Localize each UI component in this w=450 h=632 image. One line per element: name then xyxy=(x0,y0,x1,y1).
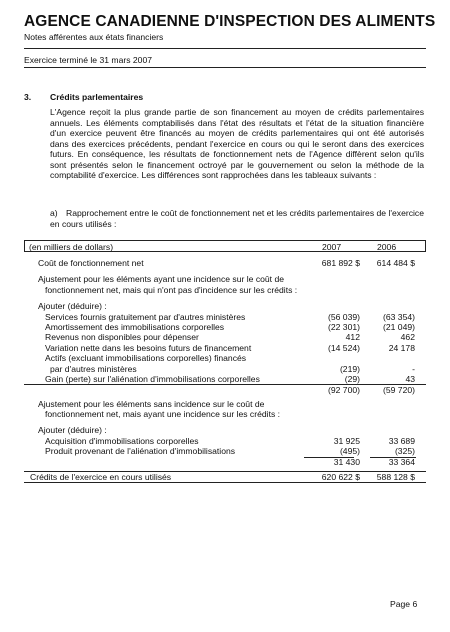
table-row-adjustment1-heading xyxy=(24,274,426,284)
row-label: fonctionnement net, mais ayant une incidence sur les crédits : xyxy=(45,409,281,420)
table-row-assets-heading xyxy=(24,353,426,363)
page-title: AGENCE CANADIENNE D'INSPECTION DES ALIMENTS xyxy=(24,13,436,30)
table-row xyxy=(24,343,426,353)
subsection-letter: a) xyxy=(50,208,58,218)
row-value-2006: (59 720) xyxy=(382,385,415,396)
table-row xyxy=(24,374,426,384)
row-value-2007: (495) xyxy=(339,446,360,457)
table-row-adjustment1-heading-cont xyxy=(24,285,426,295)
table-row-adjustment2-heading-cont xyxy=(24,409,426,419)
row-value-2007: (22 301) xyxy=(327,321,360,332)
table-header-year-2007: 2007 xyxy=(322,242,342,252)
row-label: Amortissement des immobilisations corporelles xyxy=(45,321,225,332)
reconciliation-table xyxy=(24,240,426,483)
section-heading xyxy=(24,92,143,102)
table-row xyxy=(24,436,426,446)
table-row xyxy=(24,322,426,332)
period-label: Exercice terminé le 31 mars 2007 xyxy=(24,55,153,65)
table-row-add-deduct xyxy=(24,425,426,435)
page-subtitle: Notes afférentes aux états financiers xyxy=(24,32,164,42)
table-row-subtotal1 xyxy=(24,384,426,394)
row-label: Coût de fonctionnement net xyxy=(38,258,144,268)
table-header-unit: (en milliers de dollars) xyxy=(29,242,114,252)
page-number: Page 6 xyxy=(390,599,418,609)
row-value-2007: (29) xyxy=(344,373,360,384)
row-value-2007: 31 925 xyxy=(333,435,360,446)
row-value-2006: - xyxy=(412,363,415,374)
subsection-title: Rapprochement entre le coût de fonctionnement net et les crédits parlementaires de l'exercice en cours utilisés : xyxy=(50,208,425,229)
row-label: Services fournis gratuitement par d'autres ministères xyxy=(45,311,246,322)
row-value-2007: 620 622 $ xyxy=(321,472,360,483)
table-row-add-deduct xyxy=(24,301,426,311)
row-label: Ajouter (déduire) : xyxy=(38,301,107,312)
row-value-2006: 588 128 $ xyxy=(376,472,415,483)
row-label: Variation nette dans les besoins futurs de financement xyxy=(45,342,252,353)
table-row xyxy=(24,446,426,456)
row-value-2006: (21 049) xyxy=(382,321,415,332)
row-value-2007: 412 xyxy=(345,332,360,343)
table-row xyxy=(24,364,426,374)
row-value-2007: 31 430 xyxy=(333,456,360,467)
row-value-2007: (219) xyxy=(339,363,360,374)
row-value-2006: 614 484 $ xyxy=(376,258,415,268)
table-row-net-cost xyxy=(24,258,426,268)
row-value-2007: (56 039) xyxy=(327,311,360,322)
row-value-2006: 33 689 xyxy=(388,435,415,446)
header-rule-bottom xyxy=(24,67,426,68)
row-label: Ajustement pour les éléments ayant une incidence sur le coût de xyxy=(38,274,285,285)
row-value-2006: 462 xyxy=(400,332,415,343)
table-row xyxy=(24,312,426,322)
row-label: Ajouter (déduire) : xyxy=(38,425,107,436)
row-value-2006: 33 364 xyxy=(388,456,415,467)
row-label: Gain (perte) sur l'aliénation d'immobilisations corporelles xyxy=(45,373,260,384)
section-title: Crédits parlementaires xyxy=(50,92,144,102)
table-row-adjustment2-heading xyxy=(24,399,426,409)
row-value-2006: (63 354) xyxy=(382,311,415,322)
row-label: Acquisition d'immobilisations corporelles xyxy=(45,435,199,446)
row-label: fonctionnement net, mais qui n'ont pas d'incidence sur les crédits : xyxy=(45,284,298,295)
row-label: Revenus non disponibles pour dépenser xyxy=(45,332,199,343)
row-label: par d'autres ministères xyxy=(50,363,137,374)
table-row-total xyxy=(24,471,426,483)
section-number: 3. xyxy=(24,92,32,102)
row-value-2007: 681 892 $ xyxy=(321,258,360,268)
row-value-2006: 43 xyxy=(405,373,415,384)
row-label: Crédits de l'exercice en cours utilisés xyxy=(30,472,172,483)
row-value-2007: (14 524) xyxy=(327,342,360,353)
row-label: Ajustement pour les éléments sans incidence sur le coût de xyxy=(38,398,265,409)
section-paragraph: L'Agence reçoit la plus grande partie de son financement au moyen de crédits parlementaires annuels. Les éléments comptabilisés dans l'état des résultats et l'état de la situation financière d'un exercice peuvent être financés au moyen de crédits parlementaires qui ont été autorisés dans des exercices précédents, pendant l'exercice en cours ou qui le seront dans des exercices futurs. En conséquence, les résultats de fonctionnement nets de l'Agence diffèrent selon qu'ils sont présentés selon le financement octroyé par le gouvernement ou selon la méthode de la comptabilité d'exercice. Les différences sont rapprochées dans les tableaux suivants : xyxy=(50,107,424,180)
table-row xyxy=(24,332,426,342)
row-label: Produit provenant de l'aliénation d'immobilisations xyxy=(45,446,236,457)
table-header xyxy=(24,240,426,252)
row-value-2006: (325) xyxy=(394,446,415,457)
row-label: Actifs (excluant immobilisations corporelles) financés xyxy=(45,353,247,364)
row-value-2007: (92 700) xyxy=(327,385,360,396)
table-header-year-2006: 2006 xyxy=(377,242,397,252)
subsection-heading xyxy=(50,208,424,229)
table-row-subtotal2 xyxy=(24,457,426,467)
row-value-2006: 24 178 xyxy=(388,342,415,353)
header-rule-top xyxy=(24,48,426,49)
